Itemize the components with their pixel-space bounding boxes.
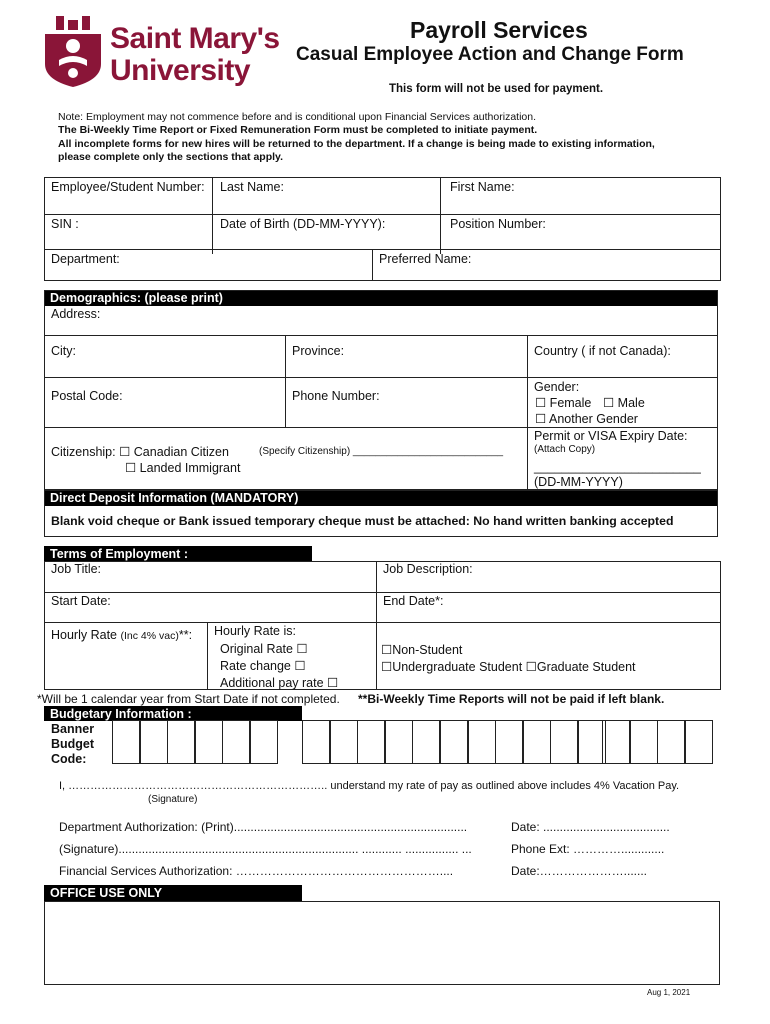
demographics-header: Demographics: (please print) xyxy=(44,290,718,306)
position-number-field[interactable]: Position Number: xyxy=(450,217,546,231)
province-field[interactable]: Province: xyxy=(292,344,345,358)
budget-code-cell[interactable] xyxy=(468,720,496,764)
budget-code-cell[interactable] xyxy=(167,720,195,764)
divider xyxy=(44,622,721,623)
gender-another-checkbox[interactable]: ☐ Another Gender xyxy=(535,412,638,426)
hourly-rate-sub: (Inc 4% vac) xyxy=(120,630,179,642)
budget-code-cell[interactable] xyxy=(330,720,358,764)
permit-expiry-field[interactable]: ________________________ xyxy=(534,460,701,474)
university-logo xyxy=(42,16,292,94)
gender-female-checkbox[interactable]: ☐ Female xyxy=(535,396,592,410)
start-date-field[interactable]: Start Date: xyxy=(51,594,111,608)
divider xyxy=(376,561,377,622)
divider xyxy=(285,335,286,427)
non-student-checkbox[interactable]: ☐Non-Student xyxy=(381,643,463,657)
footnote-end-date: *Will be 1 calendar year from Start Date if not completed. xyxy=(37,692,340,706)
attach-copy-note: (Attach Copy) xyxy=(534,444,596,455)
divider xyxy=(207,622,208,690)
phone-number-field[interactable]: Phone Number: xyxy=(292,389,380,403)
department-authorization-field[interactable]: Department Authorization: (Print)...................................................................... xyxy=(59,820,468,834)
budget-header: Budgetary Information : xyxy=(44,706,302,721)
direct-deposit-text: Blank void cheque or Bank issued temporary cheque must be attached: No hand written banking accepted xyxy=(51,514,674,528)
budget-label-3: Code: xyxy=(51,752,87,766)
page-subtitle: Casual Employee Action and Change Form xyxy=(296,44,684,65)
understand-statement[interactable]: I, …………………………………………………………….. understand my rate of pay as outlined above includes 4% Vacation Pay. xyxy=(59,780,680,792)
citizenship-canadian-checkbox[interactable]: Citizenship: ☐ Canadian Citizen xyxy=(51,445,229,459)
logo-line1: Saint Mary's xyxy=(110,22,280,55)
budget-code-cell[interactable] xyxy=(140,720,168,764)
note-line-1: Note: Employment may not commence before and is conditional upon Financial Services authorization. xyxy=(58,111,537,123)
note-line-3: All incomplete forms for new hires will be returned to the department. If a change is being made to existing information, xyxy=(58,138,655,150)
specify-citizenship-field[interactable]: (Specify Citizenship) ___________________________ xyxy=(259,446,504,457)
budget-code-cell[interactable] xyxy=(412,720,440,764)
budget-code-cell[interactable] xyxy=(550,720,578,764)
end-date-field[interactable]: End Date*: xyxy=(383,594,444,608)
department-field[interactable]: Department: xyxy=(51,252,120,266)
hourly-rate-star: **: xyxy=(178,628,193,642)
dob-field[interactable]: Date of Birth (DD-MM-YYYY): xyxy=(220,217,386,231)
budget-code-cell[interactable] xyxy=(602,720,630,764)
gender-male-checkbox[interactable]: ☐ Male xyxy=(603,396,645,410)
direct-deposit-header: Direct Deposit Information (MANDATORY) xyxy=(44,490,718,506)
budget-code-cell[interactable] xyxy=(685,720,713,764)
date-field-1[interactable]: Date: ...................................... xyxy=(511,820,670,834)
budget-code-cell[interactable] xyxy=(222,720,250,764)
budget-code-cell[interactable] xyxy=(357,720,385,764)
footnote-time-reports: **Bi-Weekly Time Reports will not be paid if left blank. xyxy=(358,692,665,706)
gender-label: Gender: xyxy=(534,380,580,394)
sin-field[interactable]: SIN : xyxy=(51,217,79,231)
permit-expiry-label: Permit or VISA Expiry Date: xyxy=(534,429,688,443)
postal-code-field[interactable]: Postal Code: xyxy=(51,389,123,403)
date-format-note: (DD-MM-YYYY) xyxy=(534,475,623,489)
office-use-box[interactable] xyxy=(44,901,720,985)
job-description-field[interactable]: Job Description: xyxy=(383,562,473,576)
budget-code-cell[interactable] xyxy=(250,720,278,764)
budget-code-cell[interactable] xyxy=(523,720,551,764)
hourly-rate-field[interactable] xyxy=(51,628,192,642)
note-line-4: please complete only the sections that apply. xyxy=(58,151,284,163)
divider xyxy=(44,592,721,593)
divider xyxy=(212,177,213,254)
divider xyxy=(44,214,721,215)
note-line-2: The Bi-Weekly Time Report or Fixed Remuneration Form must be completed to initiate payment. xyxy=(58,124,538,136)
job-title-field[interactable]: Job Title: xyxy=(51,562,102,576)
crest-icon xyxy=(42,16,104,88)
terms-header: Terms of Employment : xyxy=(44,546,312,561)
budget-code-cell[interactable] xyxy=(385,720,413,764)
preferred-name-field[interactable]: Preferred Name: xyxy=(379,252,472,266)
student-type-checkboxes[interactable]: ☐Undergraduate Student ☐Graduate Student xyxy=(381,660,636,674)
budget-code-cell[interactable] xyxy=(495,720,523,764)
last-name-field[interactable]: Last Name: xyxy=(220,180,284,194)
additional-rate-checkbox[interactable]: Additional pay rate ☐ xyxy=(220,676,339,690)
divider xyxy=(44,249,721,250)
budget-code-cell[interactable] xyxy=(657,720,685,764)
budget-code-cell[interactable] xyxy=(630,720,658,764)
divider xyxy=(44,335,718,336)
divider xyxy=(376,622,377,690)
office-use-header: OFFICE USE ONLY xyxy=(44,885,302,901)
date-field-2[interactable]: Date:…………………....... xyxy=(511,864,648,878)
city-field[interactable]: City: xyxy=(51,344,76,358)
employee-number-field[interactable]: Employee/Student Number: xyxy=(51,180,205,194)
budget-label-1: Banner xyxy=(51,722,95,736)
divider xyxy=(527,335,528,490)
signature-caption: (Signature) xyxy=(148,794,198,805)
footer-date: Aug 1, 2021 xyxy=(647,988,691,997)
divider xyxy=(440,177,441,254)
signature-field-2[interactable]: (Signature)........................................................................ ............ ................ ... xyxy=(59,842,472,856)
landed-immigrant-checkbox[interactable]: ☐ Landed Immigrant xyxy=(125,461,241,475)
budget-code-cell[interactable] xyxy=(112,720,140,764)
first-name-field[interactable]: First Name: xyxy=(450,180,515,194)
rate-is-label: Hourly Rate is: xyxy=(214,624,296,638)
address-field[interactable]: Address: xyxy=(51,307,101,321)
payment-notice: This form will not be used for payment. xyxy=(389,83,604,95)
divider xyxy=(44,427,718,428)
rate-change-checkbox[interactable]: Rate change ☐ xyxy=(220,659,306,673)
budget-code-cell[interactable] xyxy=(302,720,330,764)
budget-code-cell[interactable] xyxy=(440,720,468,764)
financial-authorization-field[interactable]: Financial Services Authorization: …………………………………………….... xyxy=(59,864,454,878)
logo-line2: University xyxy=(110,54,251,87)
page-title: Payroll Services xyxy=(410,17,588,43)
original-rate-checkbox[interactable]: Original Rate ☐ xyxy=(220,642,308,656)
phone-ext-field[interactable]: Phone Ext: …………............. xyxy=(511,842,665,856)
budget-code-cell[interactable] xyxy=(195,720,223,764)
hourly-rate-label: Hourly Rate xyxy=(51,628,117,642)
divider xyxy=(372,249,373,281)
country-field[interactable]: Country ( if not Canada): xyxy=(534,344,671,358)
divider xyxy=(44,377,718,378)
budget-label-2: Budget xyxy=(51,737,95,751)
